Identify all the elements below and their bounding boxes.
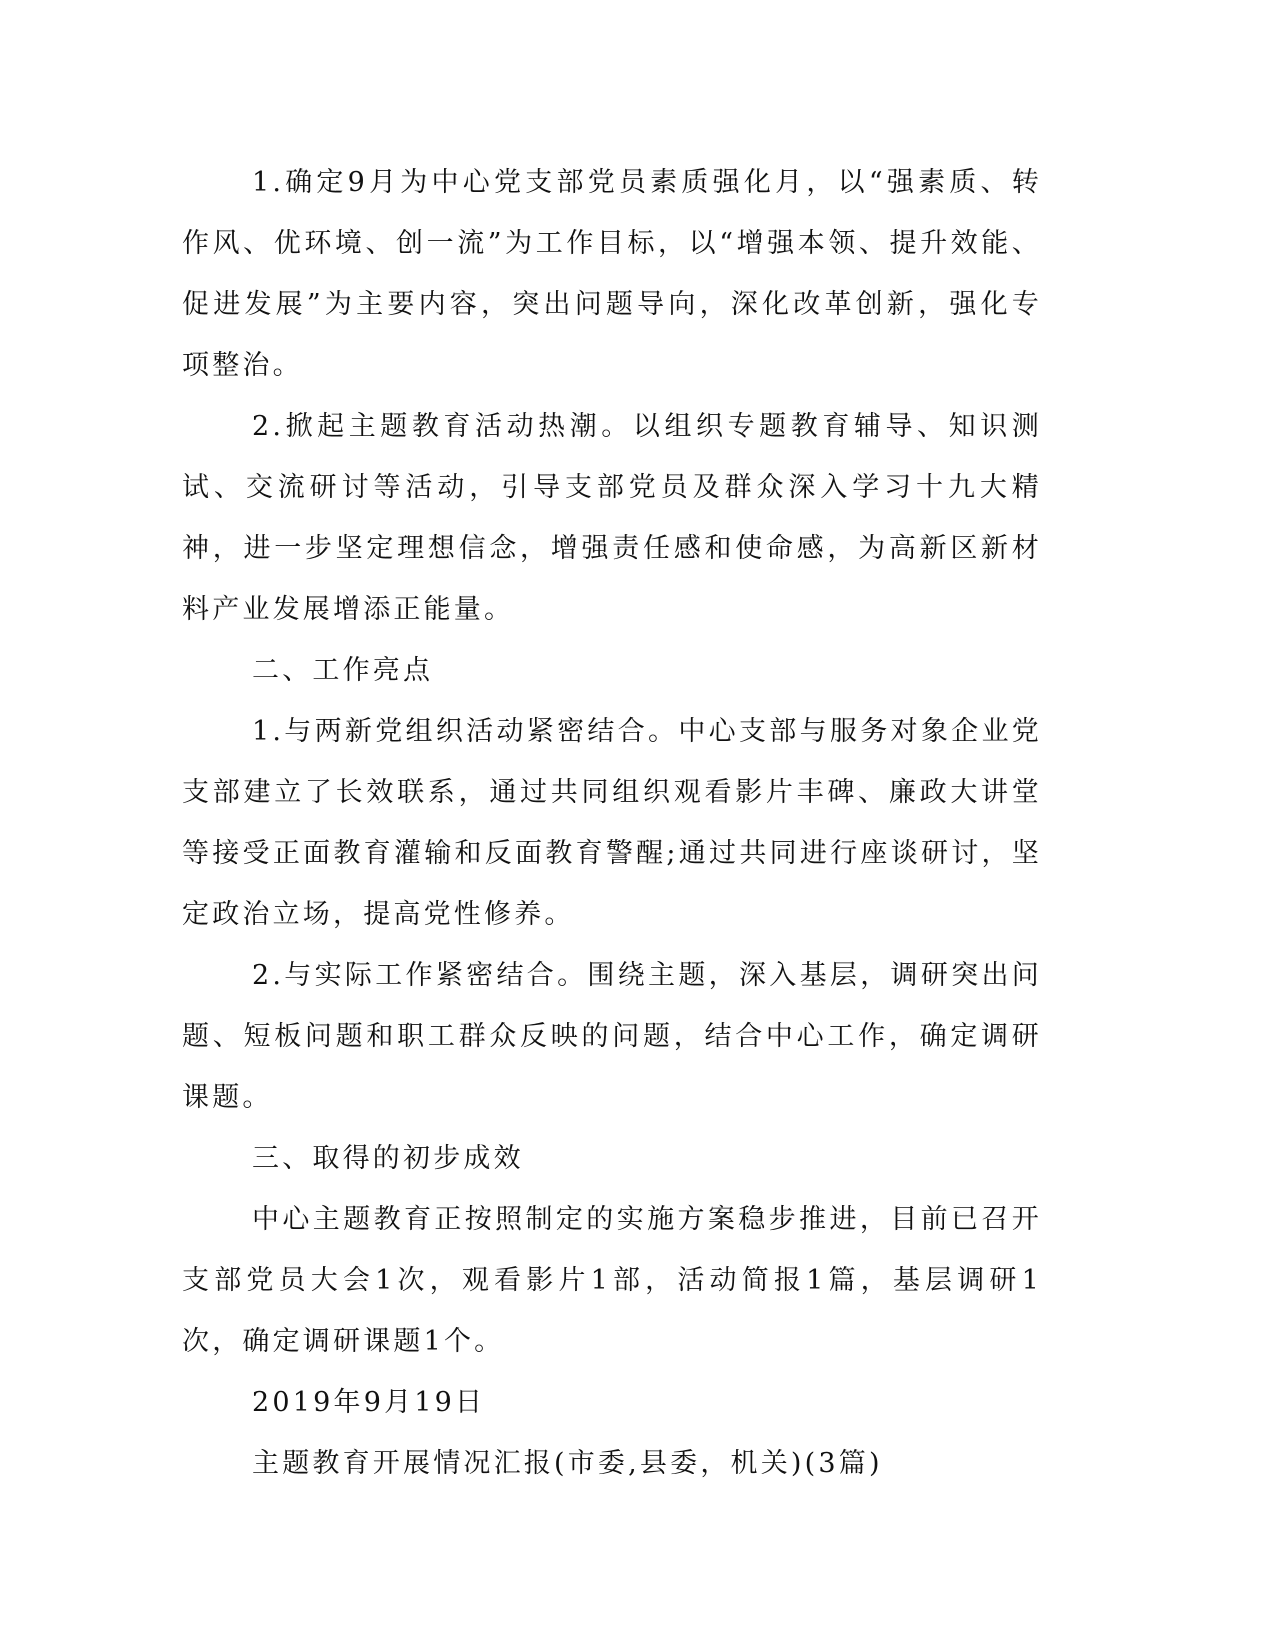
paragraph-item-2-education-campaign: 2.掀起主题教育活动热潮。以组织专题教育辅导、知识测试、交流研讨等活动，引导支部党员及群众深入学习十九大精神，进一步坚定理想信念，增强责任感和使命感，为高新区新材料产业发展增添正能量。 <box>182 411 1042 625</box>
section-heading-highlights: 二、工作亮点 <box>252 655 434 686</box>
document-body <box>182 152 1042 1494</box>
paragraph-highlight-2: 2.与实际工作紧密结合。围绕主题，深入基层，调研突出问题、短板问题和职工群众反映的问题，结合中心工作，确定调研课题。 <box>182 960 1042 1113</box>
paragraph-item-1-strengthen-month: 1.确定9月为中心党支部党员素质强化月，以“强素质、转作风、优环境、创一流”为工作目标，以“增强本领、提升效能、促进发展”为主要内容，突出问题导向，深化改革创新，强化专项整治。 <box>182 167 1042 381</box>
document-date: 2019年9月19日 <box>252 1387 486 1418</box>
paragraph-results: 中心主题教育正按照制定的实施方案稳步推进，目前已召开支部党员大会1次，观看影片1部，活动简报1篇，基层调研1次，确定调研课题1个。 <box>182 1204 1042 1357</box>
next-document-title: 主题教育开展情况汇报(市委,县委，机关)(3篇) <box>252 1448 883 1479</box>
paragraph-highlight-1: 1.与两新党组织活动紧密结合。中心支部与服务对象企业党支部建立了长效联系，通过共同组织观看影片丰碑、廉政大讲堂等接受正面教育灌输和反面教育警醒;通过共同进行座谈研讨，坚定政治立场，提高党性修养。 <box>182 716 1042 930</box>
section-heading-results: 三、取得的初步成效 <box>252 1143 524 1174</box>
